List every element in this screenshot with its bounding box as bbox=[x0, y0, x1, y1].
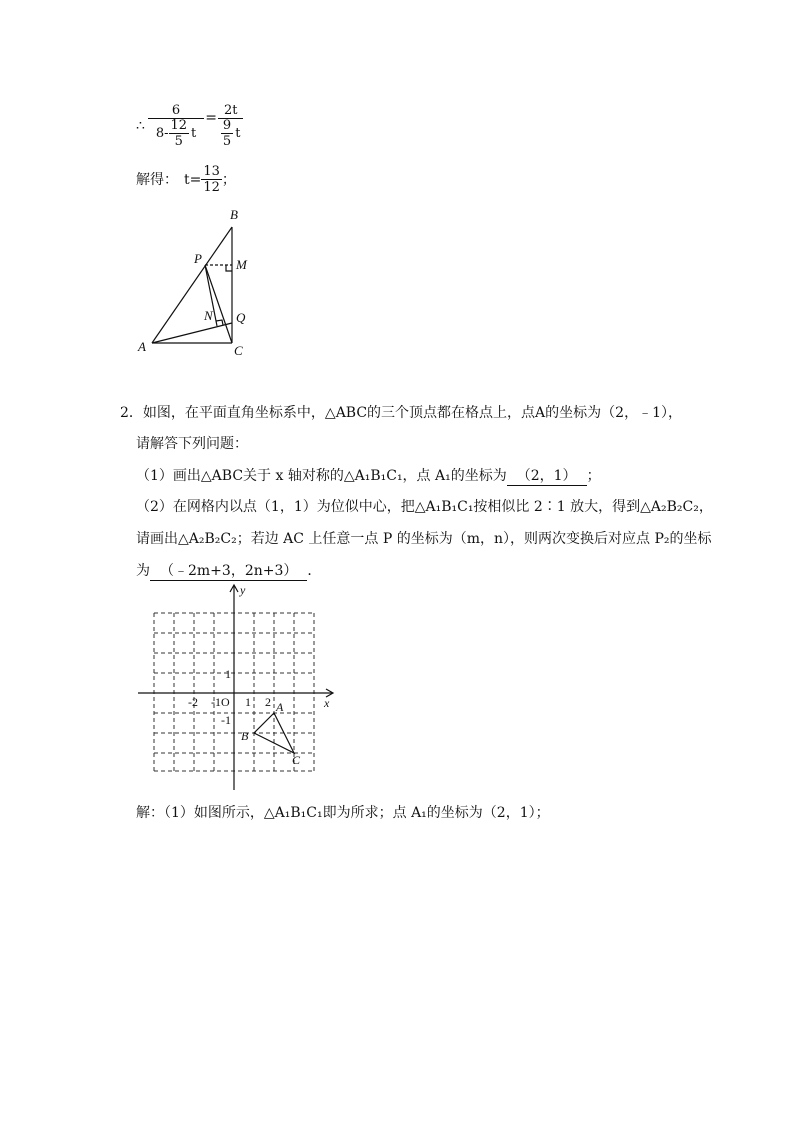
tick-2: 2 bbox=[265, 695, 271, 709]
coordinate-grid-figure bbox=[134, 582, 340, 792]
right-numerator: 2t bbox=[218, 104, 244, 119]
right-angle-M bbox=[226, 265, 232, 271]
right-denominator: $\frac{9}{5}$ t bbox=[222, 117, 241, 149]
label-A: A bbox=[138, 339, 146, 354]
t-fraction: $\frac{13}{12}$ bbox=[203, 164, 220, 195]
right-fraction bbox=[218, 104, 244, 149]
tick-y1: 1 bbox=[225, 667, 231, 681]
label-B: B bbox=[230, 207, 238, 222]
therefore-symbol: ∴ bbox=[136, 118, 145, 134]
problem-number: 2． bbox=[120, 405, 143, 421]
label-N: N bbox=[204, 308, 213, 323]
left-denominator: 8- $\frac{12}{5}$ t bbox=[155, 117, 197, 149]
left-numerator: 6 bbox=[148, 104, 204, 119]
problem2-line1: 2．如图，在平面直角坐标系中，△ABC的三个顶点都在格点上，点A的坐标为（2，﹣1）， bbox=[120, 405, 682, 421]
tick-neg2: -2 bbox=[188, 695, 198, 709]
label-C2: C bbox=[292, 753, 301, 767]
answer-part1: 解：（1）如图所示，△A₁B₁C₁即为所求；点 A₁的坐标为（2，1）； bbox=[136, 805, 550, 821]
problem2-part2-line2: 请画出△A₂B₂C₂；若边 AC 上任意一点 P 的坐标为（m，n），则两次变换后对应点 P₂的坐标 bbox=[136, 531, 712, 547]
tick-neg1-origin: -1O bbox=[211, 695, 230, 709]
equation-therefore bbox=[136, 101, 243, 151]
axis-x-label: x bbox=[324, 696, 330, 710]
triangle-figure bbox=[130, 205, 260, 360]
label-Q: Q bbox=[236, 310, 246, 325]
axis-y-label: y bbox=[240, 583, 246, 597]
left-fraction bbox=[148, 104, 204, 149]
problem2-part2-line3: 为 （﹣2m+3，2n+3） ． bbox=[136, 563, 322, 579]
problem2-part2-line1: （2）在网格内以点（1，1）为位似中心，把△A₁B₁C₁按相似比 2∶1 放大，得到△A₂B₂C₂， bbox=[136, 499, 713, 515]
part1-answer-blank: （2，1） bbox=[507, 467, 587, 486]
label-C: C bbox=[234, 343, 243, 358]
segment-PC bbox=[205, 265, 232, 343]
part2-answer-blank: （﹣2m+3，2n+3） bbox=[150, 562, 307, 581]
label-B2: B bbox=[241, 729, 249, 743]
equals-sign: = bbox=[205, 110, 217, 126]
problem2-line2: 请解答下列问题： bbox=[136, 436, 248, 452]
solution-t: 解得： t= $\frac{13}{12}$ ； bbox=[136, 164, 236, 195]
problem2-part1: （1）画出△ABC关于 x 轴对称的△A₁B₁C₁，点 A₁的坐标为 （2，1） ； bbox=[136, 468, 601, 484]
label-M: M bbox=[236, 257, 247, 272]
tick-yneg1: -1 bbox=[221, 713, 231, 727]
tick-1: 1 bbox=[245, 695, 251, 709]
label-A2: A bbox=[276, 700, 284, 714]
label-P: P bbox=[194, 251, 202, 266]
